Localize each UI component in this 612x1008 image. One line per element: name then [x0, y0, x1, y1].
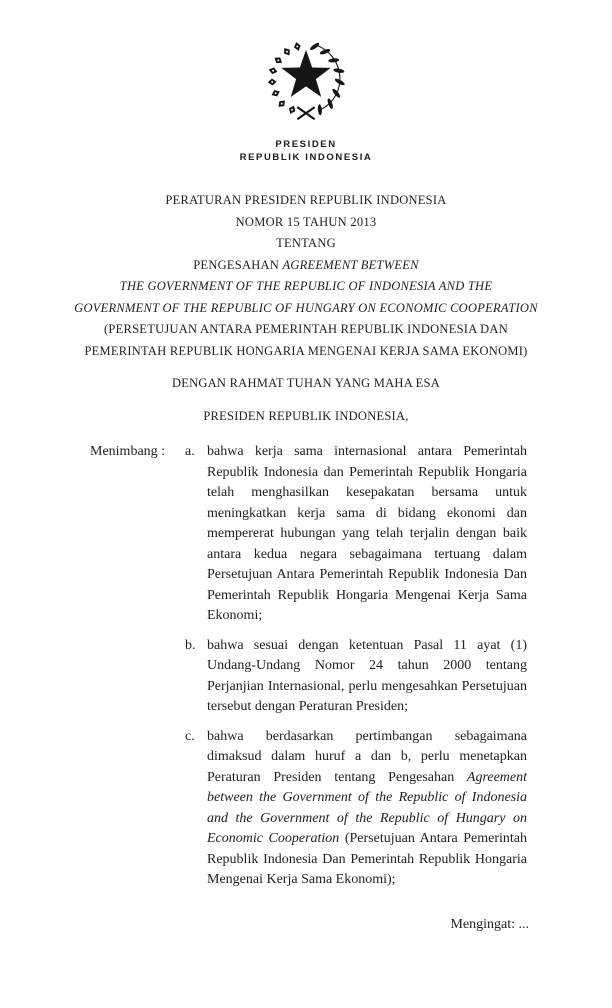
emblem-caption-line-presiden: PRESIDEN [275, 139, 337, 150]
consideration-item-c [185, 727, 527, 891]
regulation-title-block [0, 190, 612, 362]
emblem-block [0, 0, 612, 164]
wreath-crossed-stems [297, 107, 314, 119]
title-line-indonesian-1: (PERSETUJUAN ANTARA PEMERINTAH REPUBLIK INDONESIA DAN [104, 322, 508, 336]
title-line-english-2: GOVERNMENT OF THE REPUBLIC OF HUNGARY ON ECONOMIC COOPERATION [74, 300, 538, 315]
consideration-item-b [185, 636, 527, 718]
item-marker-a: a. [185, 444, 195, 459]
emblem-caption [0, 138, 612, 164]
star-wreath-emblem-icon [254, 34, 358, 130]
title-line-pengesahan [0, 255, 612, 277]
emblem-caption-line-republik-indonesia: REPUBLIK INDONESIA [239, 152, 373, 163]
considerations-section [0, 442, 612, 891]
considerations-items [185, 442, 527, 891]
item-text-b: bahwa sesuai dengan ketentuan Pasal 11 ayat (1) Undang-Undang Nomor 24 tahun 2000 tentang Perjanjian Internasional, perlu mengesahkan Persetujuan tersebut dengan Peraturan Presiden; [207, 637, 527, 714]
item-c-regular-2: (Persetujuan Antara Pemerintah Republik Indonesia Dan Pemerintah Republik Hongaria Mengenai Kerja Sama Ekonomi); [207, 831, 528, 887]
considerations-label: Menimbang : [90, 444, 166, 459]
item-c-regular-1: bahwa berdasarkan pertimbangan sebagaimana dimaksud dalam huruf a dan b, perlu menetapkan Peraturan Presiden tentang Pengesahan [207, 728, 527, 785]
title-pengesahan-text: PENGESAHAN [193, 257, 280, 272]
item-marker-c: c. [185, 728, 195, 744]
title-line-tentang: TENTANG [276, 236, 336, 250]
item-text-a: bahwa kerja sama internasional antara Pemerintah Republik Indonesia dan Pemerintah Republik Hongaria telah menghasilkan kesepakatan bersama untuk meningkatkan kerja sama di bidang ekonomi dan mempererat hubungan yang telah terjalin dengan baik antara kedua negara sebagaimana tertuang dalam Persetujuan Antara Pemerintah Republik Indonesia Dan Pemerintah Republik Hongaria Mengenai Kerja Sama Ekonomi; [207, 444, 527, 623]
title-line-peraturan: PERATURAN PRESIDEN REPUBLIK INDONESIA [165, 193, 447, 207]
title-line-english-1: THE GOVERNMENT OF THE REPUBLIC OF INDONESIA AND THE [119, 279, 493, 293]
item-c-italic-title: Agreement between the Government of the Republic of Indonesia and the Government of the Republic of Hungary on Economic Cooperation [207, 769, 528, 846]
item-text-c [207, 727, 527, 891]
title-line-nomor: NOMOR 15 TAHUN 2013 [235, 214, 377, 229]
title-agreement-between-text: AGREEMENT BETWEEN [282, 257, 419, 272]
authority-line: PRESIDEN REPUBLIK INDONESIA, [203, 408, 409, 423]
consideration-item-a [185, 442, 527, 627]
invocation-line: DENGAN RAHMAT TUHAN YANG MAHA ESA [171, 376, 441, 390]
item-marker-b: b. [185, 637, 196, 653]
title-line-indonesian-2: PEMERINTAH REPUBLIK HONGARIA MENGENAI KERJA SAMA EKONOMI) [84, 343, 528, 358]
continuation-marker-mengingat: Mengingat: ... [450, 916, 529, 932]
